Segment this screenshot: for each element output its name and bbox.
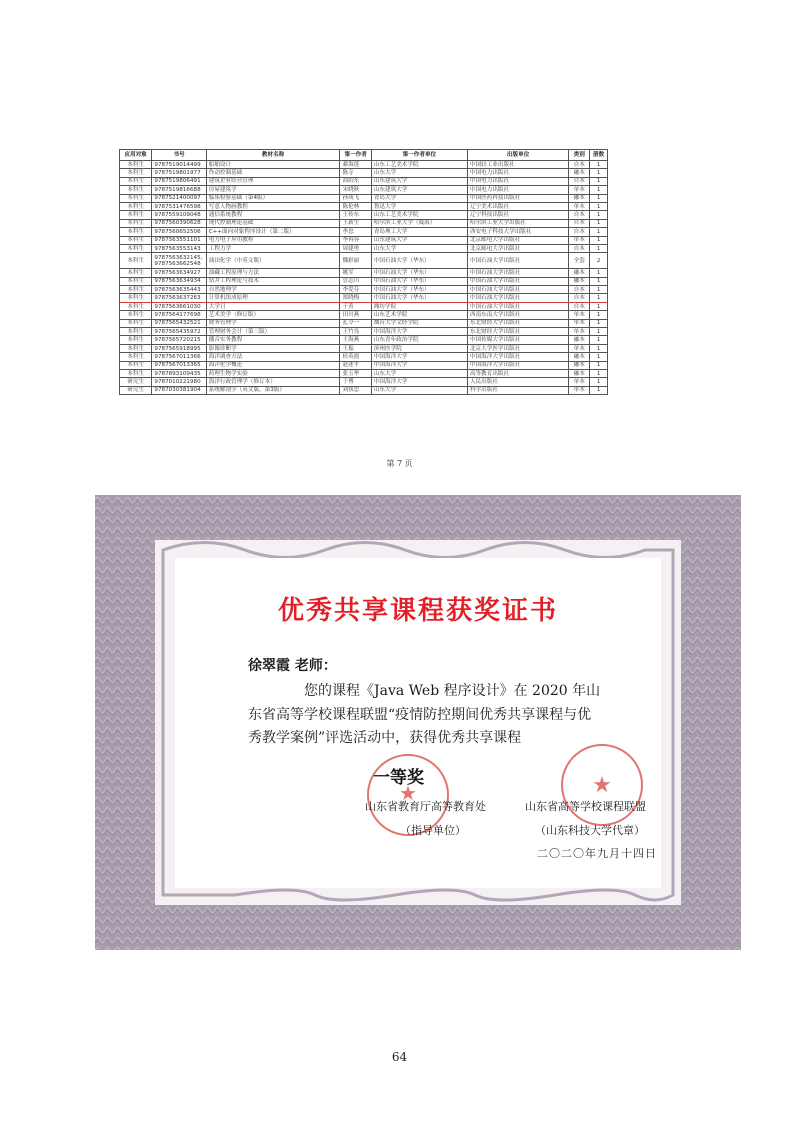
table-cell: 哈尔滨工业大学（威海） — [371, 219, 467, 227]
table-cell: 1 — [590, 202, 608, 210]
table-cell: 辽宁科技出版社 — [467, 211, 568, 219]
table-cell: 现代控制理论基础 — [206, 219, 340, 227]
table-cell: 李爱芬 — [340, 286, 371, 294]
table-cell: 山东建筑大学 — [371, 186, 467, 194]
table-cell: 融本 — [569, 353, 590, 361]
table-cell: 郑晓梅 — [340, 294, 371, 302]
table-cell: 北京邮电大学出版社 — [467, 244, 568, 252]
table-cell: 艺术美学（修订版） — [206, 311, 340, 319]
table-row — [120, 161, 608, 169]
table-cell: 9787519801977 — [152, 169, 206, 177]
table-cell: 房屋建筑学 — [206, 186, 340, 194]
table-cell: 油藏工程原理与方法 — [206, 269, 340, 277]
table-cell: 1 — [590, 244, 608, 252]
table-cell: 9787565720215 — [152, 336, 206, 344]
table-cell: 烟台大学文经学院 — [371, 319, 467, 327]
table-cell: 王海燕 — [340, 336, 371, 344]
table-cell: 海洋行政管理学（修订本） — [206, 378, 340, 386]
table-cell: 1 — [590, 269, 608, 277]
table-cell: 融本 — [569, 194, 590, 202]
table-cell: 9787563634934 — [152, 277, 206, 285]
table-cell: 自本 — [569, 228, 590, 236]
table-row — [120, 169, 608, 177]
certificate-body: 您的课程《Java Web 程序设计》在 2020 年山东省高等学校课程联盟“疫情防控期间优秀共享课程与优秀教学案例”评选活动中，获得优秀共享课程 — [248, 683, 601, 746]
table-row — [120, 211, 608, 219]
table-cell: 人民出版社 — [467, 378, 568, 386]
table-row — [120, 194, 608, 202]
certificate-recipient: 徐翠霞 老师： — [248, 658, 337, 674]
table-cell: 1 — [590, 219, 608, 227]
table-cell: 中国电力出版社 — [467, 177, 568, 185]
issuer-name-1: 山东省教育厅高等教育处 — [365, 800, 486, 813]
seal-stamp-2 — [557, 740, 647, 830]
table-row — [120, 311, 608, 319]
table-row — [120, 386, 608, 394]
table-row — [120, 302, 608, 310]
svg-text:★: ★ — [592, 773, 612, 798]
table-cell: 中国电力出版社 — [467, 186, 568, 194]
table-cell: 潍坊学院 — [371, 302, 467, 310]
table-header-cell: 出版单位 — [467, 150, 568, 161]
table-row — [120, 236, 608, 244]
table-cell: 药理生物学实验 — [206, 369, 340, 377]
table-body — [120, 161, 608, 395]
table-cell: 融本 — [569, 369, 590, 377]
table-cell: 本科生 — [120, 302, 152, 310]
table-cell: 山东工艺美术学院 — [371, 161, 467, 169]
table-cell: 9787521400097 — [152, 194, 206, 202]
table-cell: 自本 — [569, 286, 590, 294]
table-cell: 钻井工程理论与技术 — [206, 277, 340, 285]
table-row — [120, 277, 608, 285]
table-cell: 王传东 — [340, 211, 371, 219]
table-cell: 9787567011366 — [152, 353, 206, 361]
table-cell: 写意人物画教程 — [206, 202, 340, 210]
table-cell: 单本 — [569, 319, 590, 327]
table-cell: 单本 — [569, 186, 590, 194]
table-cell: 中国石油大学出版社 — [467, 277, 568, 285]
table-row — [120, 319, 608, 327]
table-cell: 1 — [590, 319, 608, 327]
table-cell: 山东建筑大学 — [371, 177, 467, 185]
table-row — [120, 219, 608, 227]
table-cell: 1 — [590, 386, 608, 394]
table-row — [120, 286, 608, 294]
table-cell: 李忠 — [340, 228, 371, 236]
table-cell: 西南东南大学出版社 — [467, 311, 568, 319]
table-header-cell: 书号 — [152, 150, 206, 161]
table-cell: 1 — [590, 286, 608, 294]
table-cell: 9787519806491 — [152, 177, 206, 185]
table-cell: 中国海洋大学 — [371, 361, 467, 369]
table-cell: 1 — [590, 353, 608, 361]
table-header-cell: 第一作者 — [340, 150, 371, 161]
table-cell: 本科生 — [120, 353, 152, 361]
table-cell: 本科生 — [120, 277, 152, 285]
table-cell: 9787563551101 — [152, 236, 206, 244]
table-cell: 中国石油大学（华东） — [371, 269, 467, 277]
table-cell: 1 — [590, 336, 608, 344]
table-cell: 陈伦林 — [340, 202, 371, 210]
table-cell: 本科生 — [120, 161, 152, 169]
table-cell: 系统解剖学（英文版，第3版） — [206, 386, 340, 394]
table-cell: 9787563632145, 9787563662548 — [152, 253, 206, 269]
table-cell: 财务管理学 — [206, 319, 340, 327]
table-cell: 1 — [590, 344, 608, 352]
table-cell: 油田化学（中英文版） — [206, 253, 340, 269]
table-cell: 9787010221980 — [152, 378, 206, 386]
table-cell: 本科生 — [120, 328, 152, 336]
table-cell: 中国石油大学出版社 — [467, 253, 568, 269]
table-cell: 哈尔滨工业大学出版社 — [467, 219, 568, 227]
table-cell: 王振 — [340, 344, 371, 352]
table-cell: 9787519816688 — [152, 186, 206, 194]
table-cell: 9787030381904 — [152, 386, 206, 394]
table-cell: 自本 — [569, 244, 590, 252]
table-cell: 9787563553143 — [152, 244, 206, 252]
table-cell: 9787563637263 — [152, 294, 206, 302]
table-cell: 本科生 — [120, 236, 152, 244]
table-cell: 9787563634927 — [152, 269, 206, 277]
table-cell: 研究生 — [120, 378, 152, 386]
table-cell: 本科生 — [120, 194, 152, 202]
table-cell: 船舶设计 — [206, 161, 340, 169]
table-cell: 1 — [590, 277, 608, 285]
table-cell: 单本 — [569, 311, 590, 319]
table-cell: 山东大学 — [371, 244, 467, 252]
table-cell: 中国石油大学出版社 — [467, 302, 568, 310]
table-cell: 本科生 — [120, 219, 152, 227]
table-cell: 中国海洋大学 — [371, 353, 467, 361]
table-cell: 9787893109435 — [152, 369, 206, 377]
page-number: 64 — [391, 1050, 408, 1064]
table-cell: 宋晓秋 — [340, 186, 371, 194]
table-cell: 孙成飞 — [340, 194, 371, 202]
table-cell: 北京邮电大学出版社 — [467, 236, 568, 244]
table-cell: 本科生 — [120, 344, 152, 352]
table-cell: 中国海洋大学出版社 — [467, 353, 568, 361]
table-cell: 中国石油大学出版社 — [467, 269, 568, 277]
table-cell: 本科生 — [120, 253, 152, 269]
table-cell: 计算机组成原理 — [206, 294, 340, 302]
table-cell: 9787563635443 — [152, 286, 206, 294]
table-cell: 全套 — [569, 253, 590, 269]
table-header-cell: 类别 — [569, 150, 590, 161]
table-cell: 山东青年政治学院 — [371, 336, 467, 344]
table-cell: 本科生 — [120, 228, 152, 236]
table-cell: 中国石油大学出版社 — [467, 286, 568, 294]
table-row — [120, 269, 608, 277]
certificate — [95, 495, 741, 950]
table-cell: 东北财经大学出版社 — [467, 319, 568, 327]
table-cell: 管志川 — [340, 277, 371, 285]
table-cell: 青岛大学 — [371, 194, 467, 202]
table-cell: 管理财务会计（第三版） — [206, 328, 340, 336]
table-cell: 山东大学 — [371, 386, 467, 394]
table-cell: 融本 — [569, 361, 590, 369]
table-row — [120, 361, 608, 369]
table-cell: 9787559109048 — [152, 211, 206, 219]
table-cell: 孔令一 — [340, 319, 371, 327]
table-row — [120, 353, 608, 361]
table-cell: 通信系统教程 — [206, 211, 340, 219]
table-cell: 中国石油大学（华东） — [371, 294, 467, 302]
table-cell: 山东大学 — [371, 369, 467, 377]
table-cell: 田川燕 — [340, 311, 371, 319]
table-cell: 自本 — [569, 302, 590, 310]
table-row — [120, 228, 608, 236]
table-cell: 东北财经大学出版社 — [467, 328, 568, 336]
table-row — [120, 177, 608, 185]
certificate-award: 一等奖 — [373, 768, 424, 788]
table-cell: 1 — [590, 177, 608, 185]
table-cell: 海洋化学概论 — [206, 361, 340, 369]
page-footer: 第 7 页 — [386, 459, 413, 468]
certificate-date: 二〇二〇年九月十四日 — [537, 847, 657, 860]
table-cell: 研究生 — [120, 386, 152, 394]
table-cell: 于博 — [340, 378, 371, 386]
table-cell: 李再容 — [340, 236, 371, 244]
table-cell: 自然地理学 — [206, 286, 340, 294]
table-cell: 中国海洋大学 — [371, 328, 467, 336]
table-cell: 本科生 — [120, 294, 152, 302]
table-cell: 9787564177698 — [152, 311, 206, 319]
table-cell: 于菁 — [340, 302, 371, 310]
table-cell: 融本 — [569, 336, 590, 344]
svg-text:★: ★ — [399, 781, 417, 805]
table-cell: 临床检验基础（第4版） — [206, 194, 340, 202]
table-cell: 本科生 — [120, 319, 152, 327]
table-cell: 本科生 — [120, 361, 152, 369]
table-header-cell: 教材名称 — [206, 150, 340, 161]
table-cell: 高等教育出版社 — [467, 369, 568, 377]
table-cell: 1 — [590, 194, 608, 202]
table-cell: 单本 — [569, 328, 590, 336]
table-cell: 1 — [590, 361, 608, 369]
table-cell: 电力电子应用教程 — [206, 236, 340, 244]
table-cell: 海洋调查方法 — [206, 353, 340, 361]
table-row — [120, 336, 608, 344]
table-cell: 影像诊断学 — [206, 344, 340, 352]
book-table — [119, 149, 608, 395]
table-cell: 1 — [590, 311, 608, 319]
table-cell: 9787567013365 — [152, 361, 206, 369]
table-cell: 魏彩丽 — [340, 253, 371, 269]
table-cell: 中国石油大学（华东） — [371, 253, 467, 269]
table-cell: 自本 — [569, 161, 590, 169]
table-cell: 1 — [590, 169, 608, 177]
table-row — [120, 186, 608, 194]
table-cell: 2 — [590, 253, 608, 269]
table-cell: 中国医药科技出版社 — [467, 194, 568, 202]
table-cell: 大学日 — [206, 302, 340, 310]
table-cell: 王新生 — [340, 219, 371, 227]
table-cell: 青岛理工大学 — [371, 228, 467, 236]
table-cell: 单本 — [569, 344, 590, 352]
table-row — [120, 244, 608, 252]
issuer-role-1: （指导单位） — [400, 824, 466, 837]
table-cell: 融本 — [569, 269, 590, 277]
table-row — [120, 378, 608, 386]
table-cell: 中国石油大学（华东） — [371, 286, 467, 294]
table-cell: 鲁迅大学 — [371, 202, 467, 210]
table-cell: 侯英霞 — [340, 353, 371, 361]
table-row — [120, 294, 608, 302]
table-cell: 赵述平 — [340, 361, 371, 369]
table-cell: 本科生 — [120, 177, 152, 185]
table-cell: 本科生 — [120, 311, 152, 319]
table-cell: 刘执忠 — [340, 386, 371, 394]
certificate-title: 优秀共享课程获奖证书 — [277, 596, 558, 626]
table-header-row — [120, 150, 608, 161]
table-cell: 张玉华 — [340, 369, 371, 377]
table-cell: 1 — [590, 369, 608, 377]
table-cell: 中国石油大学出版社 — [467, 294, 568, 302]
table-cell: 山东艺术学院 — [371, 311, 467, 319]
table-cell: 中国轻工业出版社 — [467, 161, 568, 169]
table-cell: 本科生 — [120, 169, 152, 177]
table-cell: 1 — [590, 211, 608, 219]
table-header-cell: 册数 — [590, 150, 608, 161]
table-cell: 山东工艺美术学院 — [371, 211, 467, 219]
table-cell: 1 — [590, 294, 608, 302]
table-cell: 自本 — [569, 294, 590, 302]
table-cell: 9787565432521 — [152, 319, 206, 327]
table-cell: 9787519014499 — [152, 161, 206, 169]
table-cell: 9787560652506 — [152, 228, 206, 236]
table-row — [120, 202, 608, 210]
table-cell: 单本 — [569, 202, 590, 210]
table-row — [120, 369, 608, 377]
table-cell: 山东建筑大学 — [371, 236, 467, 244]
table-cell: 中国海洋大学出版社 — [467, 361, 568, 369]
table-cell: 本科生 — [120, 211, 152, 219]
table-header-cell: 应用对象 — [120, 150, 152, 161]
table-cell: 辽宁美术出版社 — [467, 202, 568, 210]
table-header-cell: 第一作者单位 — [371, 150, 467, 161]
table-cell: 自本 — [569, 177, 590, 185]
table-cell: 本科生 — [120, 202, 152, 210]
issuer-role-2: （山东科技大学代章） — [535, 824, 645, 837]
table-cell: 工程力学 — [206, 244, 340, 252]
table-cell: 自本 — [569, 211, 590, 219]
table-cell: 单本 — [569, 378, 590, 386]
table-cell: C++面向对象程序设计（第二版） — [206, 228, 340, 236]
table-cell: 中国电力出版社 — [467, 169, 568, 177]
table-row — [120, 253, 608, 269]
table-cell: 姚军 — [340, 269, 371, 277]
table-cell: 本科生 — [120, 336, 152, 344]
table-cell: 中国海洋大学 — [371, 378, 467, 386]
table-cell: 融本 — [569, 277, 590, 285]
table-cell: 9787560390628 — [152, 219, 206, 227]
table-cell: 滨州医学院 — [371, 344, 467, 352]
table-cell: 9787565435972 — [152, 328, 206, 336]
table-cell: 融本 — [569, 169, 590, 177]
table-row — [120, 344, 608, 352]
table-cell: 9787565918995 — [152, 344, 206, 352]
table-cell: 北京大学医学出版社 — [467, 344, 568, 352]
table-cell: 本科生 — [120, 369, 152, 377]
table-cell: 9787531476598 — [152, 202, 206, 210]
table-cell: 1 — [590, 328, 608, 336]
table-cell: 西安电子科技大学出版社 — [467, 228, 568, 236]
table-cell: 中国传媒大学出版社 — [467, 336, 568, 344]
table-cell: 陈寺 — [340, 169, 371, 177]
table-cell: 周建勇 — [340, 244, 371, 252]
table-cell: 1 — [590, 228, 608, 236]
table-cell: 王竹良 — [340, 328, 371, 336]
table-cell: 中国石油大学（华东） — [371, 277, 467, 285]
table-cell: 山东大学 — [371, 169, 467, 177]
table-cell: 9787563661030 — [152, 302, 206, 310]
table-cell: 单本 — [569, 386, 590, 394]
table-cell: 单本 — [569, 236, 590, 244]
table-cell: 本科生 — [120, 244, 152, 252]
table-cell: 本科生 — [120, 186, 152, 194]
table-row — [120, 328, 608, 336]
table-cell: 自本 — [569, 219, 590, 227]
table-cell: 1 — [590, 236, 608, 244]
table-cell: 1 — [590, 302, 608, 310]
table-cell: 綦海莲 — [340, 161, 371, 169]
table-cell: 作动控制基础 — [206, 169, 340, 177]
table-cell: 1 — [590, 161, 608, 169]
table-cell: 建筑企业经营管理 — [206, 177, 340, 185]
table-cell: 本科生 — [120, 286, 152, 294]
table-cell: 科学出版社 — [467, 386, 568, 394]
table-cell: 商绍东 — [340, 177, 371, 185]
issuer-name-2: 山东省高等学校课程联盟 — [525, 800, 646, 813]
table-cell: 本科生 — [120, 269, 152, 277]
table-cell: 1 — [590, 378, 608, 386]
table-cell: 1 — [590, 186, 608, 194]
table-cell: 播音实务教程 — [206, 336, 340, 344]
